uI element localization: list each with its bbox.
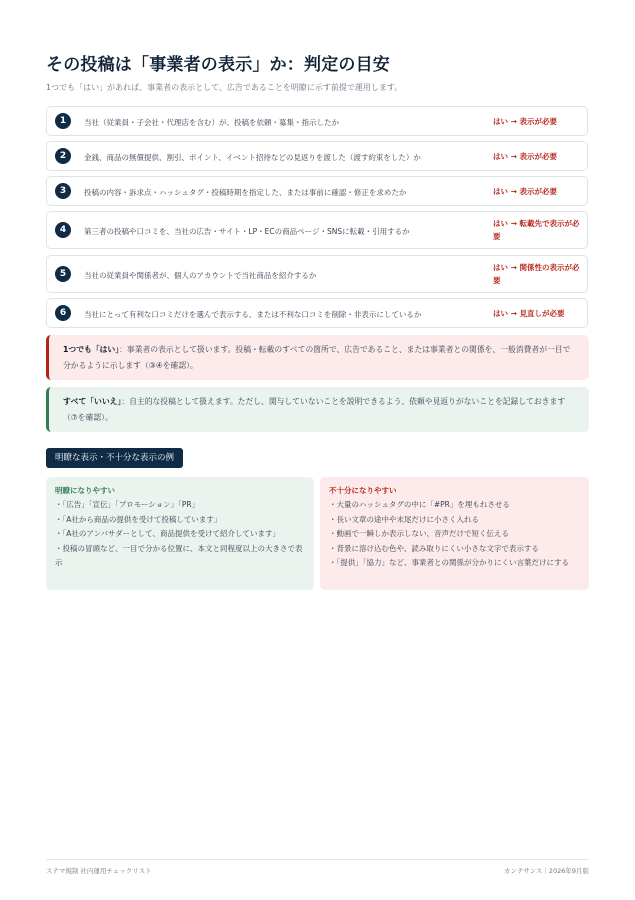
question-row-2 [46, 141, 588, 171]
footer-document-name: ステマ規制 社内運用チェックリスト [46, 867, 152, 875]
list-item: ・投稿の冒頭など、一目で分かる位置に、本文と同程度以上の大きさで表示 [55, 543, 303, 567]
question-row-1 [46, 106, 588, 136]
unclear-examples-heading: 不十分になりやすい [329, 486, 397, 495]
question-number-badge: 1 [55, 113, 71, 129]
question-row-3 [46, 176, 588, 206]
callout-no-body: ：自主的な投稿として扱えます。ただし、関与していないことを説明できるよう、依頼や見返りがないことを記録しておきます（⑦を確認）。 [63, 397, 566, 422]
page-title: その投稿は「事業者の表示」か：判定の目安 [46, 55, 390, 75]
examples-section-heading: 明瞭な表示・不十分な表示の例 [46, 448, 183, 468]
footer-divider [46, 859, 589, 860]
question-answer: はい → 表示が必要 [493, 117, 558, 126]
page-subtitle: 1つでも「はい」があれば、事業者の表示として、広告であることを明瞭に示す前提で運用します。 [46, 83, 403, 92]
unclear-examples-list [329, 498, 581, 571]
question-text: 金銭、商品の無償提供、割引、ポイント、イベント招待などの見返りを渡した（渡す約束をした）か [84, 153, 421, 162]
callout-no [46, 387, 589, 432]
clear-examples-heading: 明瞭になりやすい [55, 486, 115, 495]
question-number-badge: 6 [55, 305, 71, 321]
question-text: 当社にとって有利な口コミだけを選んで表示する、または不利な口コミを削除・非表示にしているか [84, 310, 422, 319]
question-answer: はい → 見直しが必要 [493, 309, 565, 318]
question-answer: はい → 表示が必要 [493, 187, 558, 196]
question-number-badge: 2 [55, 148, 71, 164]
list-item: ・「A社から商品の提供を受けて投稿しています」 [55, 514, 222, 524]
question-text: 第三者の投稿や口コミを、当社の広告・サイト・LP・ECの商品ページ・SNSに転載・引用するか [84, 227, 410, 236]
question-number-badge: 3 [55, 183, 71, 199]
list-item: ・動画で一瞬しか表示しない、音声だけで短く伝える [329, 529, 509, 538]
callout-yes-body: ：事業者の表示として扱います。投稿・転載のすべての箇所で、広告であること、または事業者との関係を、一般消費者が一目で分かるように示します（③④を確認）。 [63, 345, 571, 370]
clear-examples-list [55, 498, 306, 571]
question-number-badge: 5 [55, 266, 71, 282]
question-row-6 [46, 298, 588, 328]
list-item: ・背景に溶け込む色や、読み取りにくい小さな文字で表示する [329, 543, 539, 553]
question-text: 投稿の内容・訴求点・ハッシュタグ・投稿時期を指定した、または事前に確認・修正を求めたか [84, 188, 407, 197]
question-text: 当社の従業員や関係者が、個人のアカウントで当社商品を紹介するか [84, 271, 317, 280]
question-text: 当社（従業員・子会社・代理店を含む）が、投稿を依頼・募集・指示したか [84, 118, 339, 127]
clear-examples-card [46, 477, 314, 590]
callout-yes [46, 335, 589, 380]
unclear-examples-card [320, 477, 589, 590]
callout-no-lead: すべて「いいえ」 [63, 397, 122, 406]
question-row-4 [46, 211, 588, 249]
question-row-5 [46, 255, 588, 293]
question-answer: はい → 表示が必要 [493, 152, 558, 161]
list-item: ・「A社のアンバサダーとして、商品提供を受けて紹介しています」 [55, 529, 281, 538]
list-item: ・長い文章の途中や末尾だけに小さく入れる [329, 514, 479, 524]
question-answer: はい → 関係性の表示が必要 [493, 263, 580, 285]
question-answer: はい → 転載先で表示が必要 [493, 219, 580, 241]
list-item: ・大量のハッシュタグの中に「#PR」を埋もれさせる [329, 500, 510, 509]
list-item: ・「広告」「宣伝」「プロモーション」「PR」 [55, 500, 200, 509]
question-number-badge: 4 [55, 222, 71, 238]
list-item: ・「提供」「協力」など、事業者との関係が分かりにくい言葉だけにする [329, 558, 569, 567]
callout-yes-lead: 1つでも「はい」 [63, 345, 120, 354]
footer-edition: カンテサンス｜2026年9月版 [503, 867, 589, 875]
